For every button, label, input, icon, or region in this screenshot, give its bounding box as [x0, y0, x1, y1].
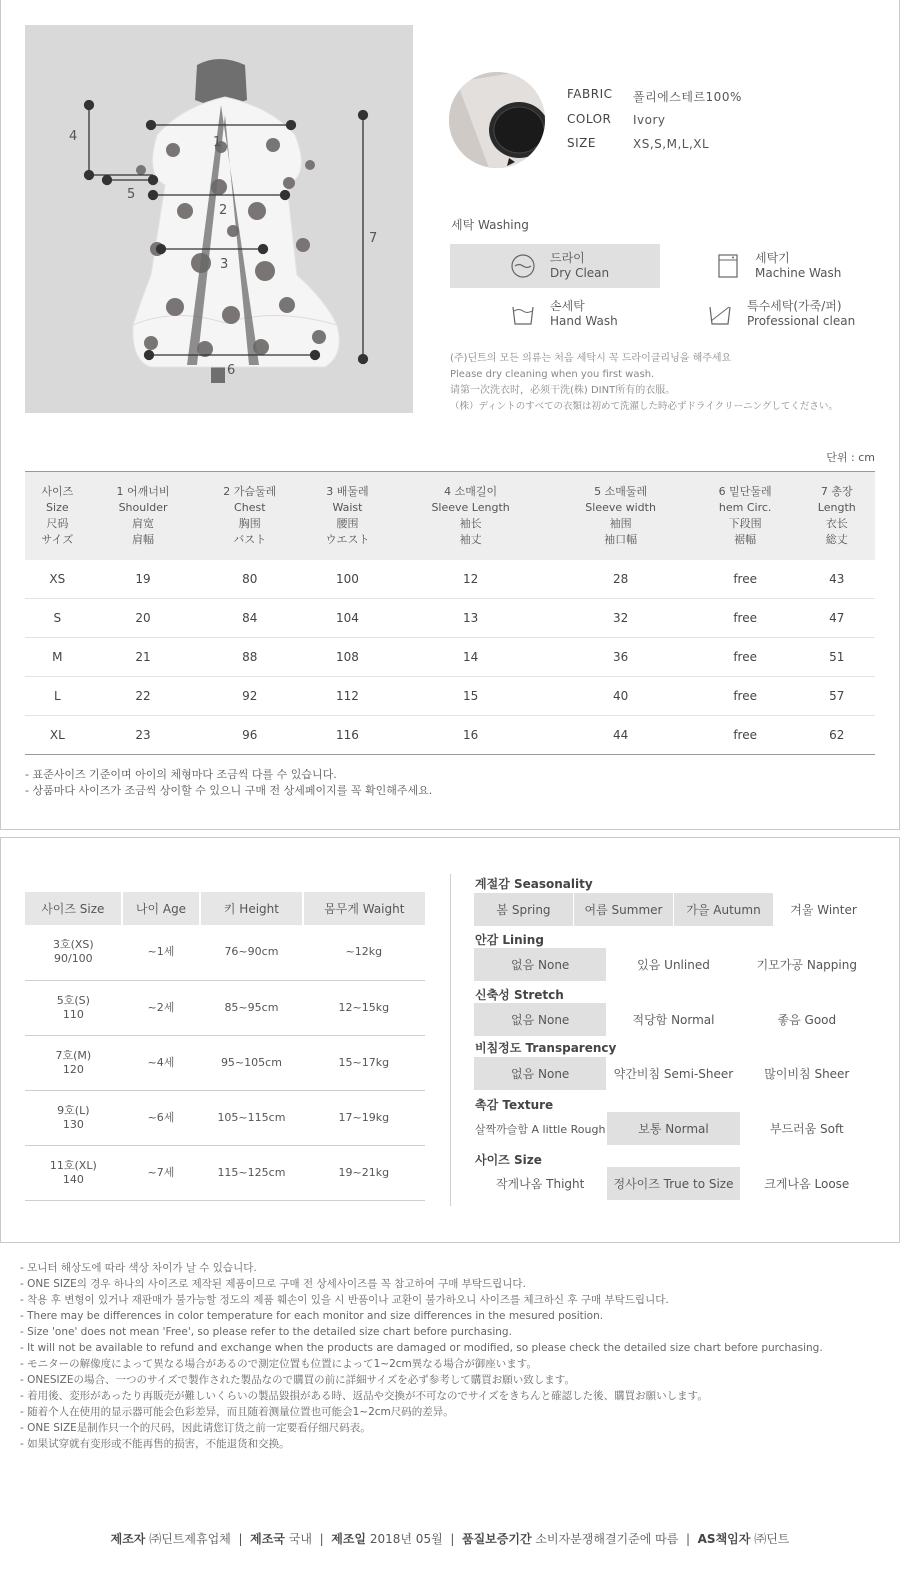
washing-note: 请第一次洗衣时，必须干洗(株) DINT所有的衣服。 — [450, 385, 676, 396]
wash-dry-clean — [450, 244, 660, 288]
header-length: 7 총장 Length 衣长 総丈 — [799, 472, 875, 560]
wash-dry-clean-ko: 드라이 — [550, 251, 585, 265]
attr-row-stretch — [474, 1003, 874, 1036]
attr-row-size — [474, 1167, 874, 1200]
header-hem: 6 밑단둘레 hem Circ. 下段围 裾幅 — [692, 472, 799, 560]
wash-hand — [450, 292, 660, 336]
table-row: 7호(M) 120 ~4세 95~105cm 15~17kg — [25, 1035, 425, 1090]
option-texture-rough: 살짝까슬함 A little Rough — [474, 1122, 606, 1136]
footer-country-key: 제조국 — [250, 1532, 285, 1546]
measure-label-3: 3 — [220, 257, 229, 272]
attr-row-lining — [474, 948, 874, 981]
table-row: L 22 92 112 15 40 free 57 — [25, 677, 875, 716]
disclaimer-notes — [20, 1260, 890, 1452]
size-table-header — [25, 472, 875, 560]
option-texture-soft: 부드러움 Soft — [769, 1122, 844, 1136]
color-value: Ivory — [633, 113, 666, 127]
column-divider — [450, 874, 451, 1206]
measure-label-4: 4 — [69, 129, 78, 144]
measure-label-7: 7 — [369, 231, 378, 246]
size-table-notes — [25, 767, 432, 799]
header-sleeve-width: 5 소매둘레 Sleeve width 袖围 袖口幅 — [549, 472, 691, 560]
option-trans-semi: 약간비침 Semi-Sheer — [613, 1067, 734, 1081]
attr-title-stretch: 신축성 Stretch — [475, 988, 564, 1002]
washing-note: Please dry cleaning when you first wash. — [450, 369, 655, 380]
table-row: 5호(S) 110 ~2세 85~95cm 12~15kg — [25, 980, 425, 1035]
fabric-swatch-image — [449, 72, 545, 168]
header-sleeve-length: 4 소매길이 Sleeve Length 袖长 袖丈 — [392, 472, 550, 560]
disclaimer-line: - It will not be available to refund and exchange when the products are damaged or modified, so please check the detailed size chart before purchasing. — [20, 1342, 823, 1354]
table-row: XS 19 80 100 12 28 free 43 — [49, 571, 845, 586]
attr-row-transparency — [474, 1057, 874, 1090]
washing-note: （株）ディントのすべての衣類は初めて洗濯した時必ずドライクリーニングしてください。 — [450, 401, 838, 412]
disclaimer-line: - There may be differences in color temperature for each monitor and size differences in the mesured position. — [20, 1310, 604, 1322]
attr-title-texture: 촉감 Texture — [475, 1098, 554, 1112]
measure-label-2: 2 — [219, 203, 228, 218]
dress-illustration — [25, 25, 413, 413]
option-lining-unlined: 있음 Unlined — [637, 958, 710, 972]
option-stretch-good: 좋음 Good — [777, 1013, 837, 1027]
dry-clean-icon — [510, 253, 536, 279]
size-table — [25, 471, 875, 755]
option-lining-napping: 기모가공 Napping — [756, 958, 857, 972]
footer-date-key: 제조일 — [331, 1532, 367, 1546]
header-chest: 2 가슴둘레 Chest 胸围 バスト — [196, 472, 303, 560]
disclaimer-line: - Size 'one' does not mean 'Free', so please refer to the detailed size chart before purchasing. — [20, 1326, 512, 1338]
footer-sep: | — [238, 1532, 243, 1546]
footer-info — [0, 1530, 900, 1547]
header-waist: 3 배둘레 Waist 腰围 ウエスト — [303, 472, 392, 560]
washing-note: (주)딘트의 모든 의류는 처음 세탁시 꼭 드라이클리닝을 해주세요 — [450, 353, 732, 364]
measure-label-1: 1 — [213, 135, 222, 150]
measure-label-5: 5 — [127, 187, 136, 202]
footer-maker-value: ㈜딘트제휴업체 — [149, 1532, 231, 1546]
disclaimer-line: - 着用後、変形があったり再販売が難しいくらいの製品毀損がある時、返品や交換が不可なのでサイズをきちんと確認した後、購買お願いします。 — [20, 1390, 708, 1402]
hand-wash-icon — [510, 301, 536, 327]
age-header-age: 나이 Age — [122, 892, 201, 925]
table-row: S 20 84 104 13 32 free 47 — [25, 599, 875, 638]
table-row: XL 23 96 116 16 44 free 62 — [25, 716, 875, 755]
footer-date-value: 2018년 05월 — [369, 1532, 443, 1546]
footer-as-key: AS책임자 — [697, 1532, 751, 1546]
footer-country-value: 국내 — [288, 1532, 312, 1546]
option-summer: 여름 Summer — [574, 893, 673, 926]
table-row: 3호(XS) 90/100 ~1세 76~90cm ~12kg — [25, 925, 425, 980]
header-shoulder: 1 어깨너비 Shoulder 肩宽 肩幅 — [90, 472, 197, 560]
size-note: - 표준사이즈 기준이며 아이의 체형마다 조금씩 다를 수 있습니다. — [25, 768, 337, 781]
fabric-key: FABRIC — [567, 87, 613, 101]
disclaimer-line: - ONE SIZE是制作只一个的尺码，因此请您订货之前一定要看仔细尺码表。 — [20, 1422, 371, 1434]
wash-machine — [655, 244, 865, 288]
size-value: XS,S,M,L,XL — [633, 137, 710, 151]
footer-as-value: ㈜딘트 — [754, 1532, 790, 1546]
table-row: 9호(L) 130 ~6세 105~115cm 17~19kg — [25, 1090, 425, 1145]
age-table-header — [25, 892, 425, 925]
option-size-loose: 크게나옴 Loose — [764, 1177, 850, 1191]
measure-label-6: 6 — [227, 363, 236, 378]
wash-hand-en: Hand Wash — [550, 314, 618, 328]
age-header-weight: 몸무게 Waight — [303, 892, 425, 925]
age-header-height: 키 Height — [200, 892, 302, 925]
option-size-tight: 작게나옴 Thight — [495, 1177, 585, 1191]
product-image — [25, 25, 413, 413]
option-trans-sheer: 많이비침 Sheer — [764, 1067, 850, 1081]
wash-dry-clean-en: Dry Clean — [550, 266, 610, 280]
fabric-swatch — [449, 72, 545, 168]
footer-sep: | — [450, 1532, 455, 1546]
attr-title-transparency: 비침정도 Transparency — [475, 1041, 617, 1055]
disclaimer-line: - 如果试穿就有变形或不能再售的损害，不能退货和交换。 — [20, 1438, 290, 1450]
wash-machine-ko: 세탁기 — [755, 251, 790, 265]
wash-professional-ko: 특수세탁(가죽/퍼) — [747, 299, 842, 313]
disclaimer-line: - ONESIZEの場合、一つのサイズで製作された製品なので購買の前に詳細サイズを必ず参考して購買お願い致します。 — [20, 1374, 575, 1386]
washing-notes — [450, 351, 890, 415]
option-size-true: 정사이즈 True to Size — [607, 1167, 739, 1200]
wash-professional-en: Professional clean — [747, 314, 856, 328]
footer-maker-key: 제조자 — [110, 1532, 146, 1546]
age-table — [25, 892, 425, 1201]
disclaimer-line: - 随着个人在使用的显示器可能会色彩差异，而且随着测量位置也可能会1~2cm尺码的差异。 — [20, 1406, 454, 1418]
color-key: COLOR — [567, 112, 612, 126]
age-header-size: 사이즈 Size — [25, 892, 122, 925]
attr-title-size: 사이즈 Size — [475, 1153, 542, 1167]
option-trans-none: 없음 None — [474, 1057, 606, 1090]
disclaimer-line: - 착용 후 변형이 있거나 재판매가 불가능할 정도의 제품 훼손이 있을 시 반품이나 교환이 불가하오니 사이즈를 체크하신 후 구매 부탁드립니다. — [20, 1294, 669, 1306]
attr-title-lining: 안감 Lining — [475, 933, 544, 947]
wash-hand-ko: 손세탁 — [550, 299, 585, 313]
option-texture-normal: 보통 Normal — [607, 1112, 739, 1145]
fabric-value: 폴리에스테르100% — [633, 90, 742, 104]
footer-warranty-value: 소비자분쟁해결기준에 따름 — [535, 1532, 679, 1546]
footer-warranty-key: 품질보증기간 — [462, 1532, 532, 1546]
washing-machine-icon — [715, 253, 741, 279]
washing-title: 세탁 Washing — [451, 218, 529, 232]
option-spring: 봄 Spring — [474, 893, 573, 926]
size-key: SIZE — [567, 136, 596, 150]
professional-clean-icon — [707, 301, 733, 327]
size-note: - 상품마다 사이즈가 조금씩 상이할 수 있으니 구매 전 상세페이지를 꼭 확인해주세요. — [25, 784, 433, 797]
wash-machine-en: Machine Wash — [755, 266, 842, 280]
attr-title-seasonality: 계절감 Seasonality — [475, 877, 593, 891]
option-stretch-normal: 적당함 Normal — [632, 1013, 715, 1027]
wash-professional — [655, 292, 865, 336]
header-size: 사이즈 Size 尺码 サイズ — [25, 472, 90, 560]
option-autumn: 가을 Autumn — [674, 893, 773, 926]
disclaimer-line: - ONE SIZE의 경우 하나의 사이즈로 제작된 제품이므로 구매 전 상세사이즈를 꼭 참고하여 구매 부탁드립니다. — [20, 1278, 526, 1290]
attr-row-seasonality — [474, 893, 874, 926]
option-stretch-none: 없음 None — [474, 1003, 606, 1036]
unit-label: 단위 : cm — [826, 451, 875, 464]
disclaimer-line: - モニターの解像度によって異なる場合があるので測定位置も位置によって1~2cm異なる場合が御座います。 — [20, 1358, 537, 1370]
footer-sep: | — [319, 1532, 324, 1546]
disclaimer-line: - 모니터 해상도에 따라 색상 차이가 날 수 있습니다. — [20, 1262, 257, 1274]
table-row: M 21 88 108 14 36 free 51 — [25, 638, 875, 677]
option-winter: 겨울 Winter — [790, 903, 857, 917]
footer-sep: | — [685, 1532, 690, 1546]
attr-row-texture — [474, 1112, 874, 1145]
option-lining-none: 없음 None — [474, 948, 606, 981]
table-row: 11호(XL) 140 ~7세 115~125cm 19~21kg — [25, 1145, 425, 1200]
